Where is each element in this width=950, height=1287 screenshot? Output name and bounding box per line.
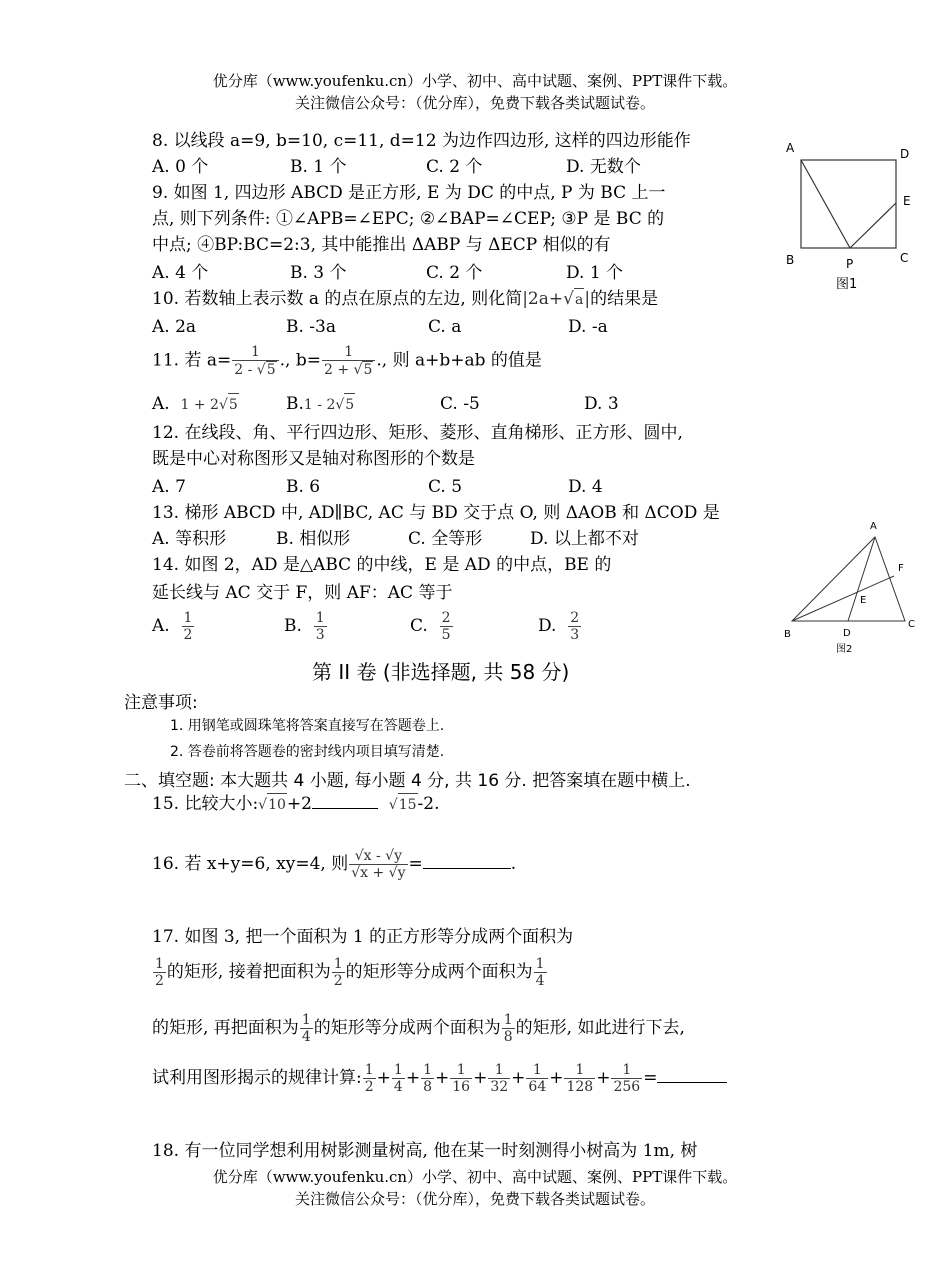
q17-plus-sign: +	[549, 1068, 564, 1088]
q9-option-c: C. 2 个	[426, 263, 483, 283]
q11-pre: 11. 若 a=	[152, 350, 232, 371]
fig2-label-a: A	[870, 521, 877, 532]
q12-option-a: A. 7	[152, 477, 186, 497]
q10-expr-radicand: a	[574, 288, 584, 311]
q17-sum-term: $\frac{1}{16}$	[452, 1062, 471, 1095]
fig1-caption: 图1	[836, 277, 858, 292]
fig2-line-bf	[792, 576, 894, 621]
q8-option-a: A. 0 个	[152, 157, 209, 177]
q13-stem: 13. 梯形 ABCD 中, AD∥BC, AC 与 BD 交于点 O, 则 ΔAOB 和 ΔCOD 是	[152, 503, 720, 523]
q14-line-1: 14. 如图 2，AD 是△ABC 的中线，E 是 AD 的中点，BE 的	[152, 555, 612, 575]
q17-sum-term: $\frac{1}{256}$	[613, 1062, 641, 1095]
q13-option-b: B. 相似形	[276, 529, 351, 549]
q10-option-d: D. -a	[568, 317, 608, 337]
q16-fraction: $\frac{√x - √y}{√x + √y}$	[351, 848, 406, 881]
footer-line-2: 关注微信公众号：（优分库），免费下载各类试题试卷。	[294, 1190, 655, 1208]
q14-option-a: A. $\frac{1}{2}$	[152, 610, 193, 643]
fig2-label-e: E	[860, 595, 867, 606]
fig2-caption: 图2	[836, 644, 853, 655]
q17-plus-sign: +	[473, 1068, 488, 1088]
q16-answer-blank[interactable]	[423, 852, 511, 869]
q11-option-a: A. 1 + 2√5	[152, 394, 238, 414]
q8-stem: 8. 以线段 a=9, b=10, c=11, d=12 为边作四边形, 这样的四边形能作	[152, 131, 691, 151]
q14-option-c: C. $\frac{2}{5}$	[410, 610, 451, 643]
q10-stem-pre: 10. 若数轴上表示数 a 的点在原点的左边, 则化简	[152, 289, 523, 309]
q14-line-2: 延长线与 AC 交于 F，则 AF：AC 等于	[152, 583, 453, 603]
q17-plus-sign: +	[405, 1068, 421, 1088]
q17-sum-term: $\frac{1}{8}$	[423, 1062, 432, 1095]
q11-post: ., 则 a+b+ab 的值是	[376, 350, 542, 371]
q17-sum-term: $\frac{1}{128}$	[566, 1062, 594, 1095]
q9-option-d: D. 1 个	[566, 263, 624, 283]
q8-option-b: B. 1 个	[290, 157, 347, 177]
fig1-label-c: C	[900, 251, 909, 265]
q9-option-a: A. 4 个	[152, 263, 209, 283]
q14-option-b: B. $\frac{1}{3}$	[284, 610, 325, 643]
q11-option-c: C. -5	[440, 394, 480, 414]
fig1-label-p: P	[846, 257, 854, 271]
q17-plus-sign: +	[511, 1068, 526, 1088]
q17-sum-term: $\frac{1}{32}$	[490, 1062, 509, 1095]
q12-line-2: 既是中心对称图形又是轴对称图形的个数是	[152, 449, 475, 469]
q9-line-3: 中点; ④BP:BC=2:3, 其中能推出 ΔABP 与 ΔECP 相似的有	[152, 235, 611, 255]
header-line-2: 关注微信公众号：（优分库），免费下载各类试题试卷。	[294, 94, 655, 112]
q10-stem	[152, 288, 658, 311]
q15-answer-blank[interactable]	[312, 792, 378, 809]
q13-option-c: C. 全等形	[408, 529, 483, 549]
q11-fraction-b: $\frac{1}{2 + √5}$	[322, 344, 375, 378]
q17-sum-term: $\frac{1}{2}$	[364, 1062, 374, 1095]
q10-option-c: C. a	[428, 317, 462, 337]
q16-stem: 16. 若 x+y=6, xy=4, 则 $\frac{√x - √y}{√x + √y}$ = .	[152, 848, 517, 881]
fig2-median-ad	[848, 537, 875, 621]
q17-line-1: 17. 如图 3, 把一个面积为 1 的正方形等分成两个面积为	[152, 927, 574, 947]
q12-option-c: C. 5	[428, 477, 463, 497]
note-1: 1. 用钢笔或圆珠笔将答案直接写在答题卷上.	[170, 718, 445, 734]
q13-option-d: D. 以上都不对	[530, 529, 639, 549]
q17-sum-term: $\frac{1}{4}$	[393, 1062, 403, 1095]
q17-plus-sign: +	[435, 1068, 450, 1088]
q17-answer-blank[interactable]	[657, 1066, 727, 1083]
q11-mid: ., b=	[279, 350, 321, 371]
q17-line-2: $\frac{1}{2}$ 的矩形, 接着把面积为 $\frac{1}{2}$ 的矩形等分成两个面积为 $\frac{1}{4}$	[155, 956, 545, 989]
q17-line-4: 试利用图形揭示的规律计算: $\frac{1}{2}$ + $\frac{1}{4}$ + $\frac{1}{8}$ + $\frac{1}{16}$ + $\frac{1}{32}$ + $\frac{1}{64}$ + $\frac{1}{128}$ + $\frac{1}{256}$ =	[152, 1062, 727, 1095]
fig2-label-d: D	[843, 628, 851, 639]
q10-stem-post: 的结果是	[590, 289, 659, 309]
q11-option-d: D. 3	[584, 394, 619, 414]
fig2-label-b: B	[784, 629, 791, 640]
footer-line-1: 优分库（www.youfenku.cn）小学、初中、高中试题、案例、PPT课件下载。	[212, 1168, 738, 1186]
q10-expr-post: |	[584, 289, 591, 309]
q11-option-b: B.1 - 2√5	[286, 394, 355, 414]
q9-line-1: 9. 如图 1, 四边形 ABCD 是正方形, E 为 DC 的中点, P 为 BC 上一	[152, 183, 666, 203]
q11-stem	[152, 344, 542, 378]
q12-option-b: B. 6	[286, 477, 321, 497]
q8-option-c: C. 2 个	[426, 157, 483, 177]
header-line-1: 优分库（www.youfenku.cn）小学、初中、高中试题、案例、PPT课件下载。	[212, 72, 738, 90]
q17-plus-sign: +	[596, 1068, 611, 1088]
figure-1	[770, 130, 930, 330]
q9-option-b: B. 3 个	[290, 263, 347, 283]
q12-line-1: 12. 在线段、角、平行四边形、矩形、菱形、直角梯形、正方形、圆中,	[152, 423, 683, 443]
q14-option-d: D. $\frac{2}{3}$	[538, 610, 580, 643]
q13-option-a: A. 等积形	[152, 529, 227, 549]
q10-option-a: A. 2a	[152, 317, 197, 337]
q9-line-2: 点, 则下列条件: ①∠APB=∠EPC; ②∠BAP=∠CEP; ③P 是 BC 的	[152, 209, 665, 229]
fig2-label-c: C	[908, 619, 915, 630]
q18-line-1: 18. 有一位同学想利用树影测量树高, 他在某一时刻测得小树高为 1m, 树	[152, 1141, 698, 1161]
fig2-label-f: F	[898, 563, 904, 574]
fig1-label-b: B	[786, 253, 795, 267]
fig1-line-pe	[850, 203, 896, 248]
q12-option-d: D. 4	[568, 477, 603, 497]
fig1-label-a: A	[786, 141, 795, 155]
q17-sum-term: $\frac{1}{64}$	[528, 1062, 547, 1095]
q11-fraction-a: $\frac{1}{2 - √5}$	[232, 344, 278, 378]
fig1-label-e: E	[903, 194, 911, 208]
figure-2	[770, 515, 930, 665]
notes-title: 注意事项:	[124, 693, 198, 713]
note-2: 2. 答卷前将答题卷的密封线内项目填写清楚.	[170, 744, 445, 760]
q17-line-3: 的矩形, 再把面积为 $\frac{1}{4}$ 的矩形等分成两个面积为 $\frac{1}{8}$ 的矩形, 如此进行下去,	[152, 1012, 685, 1045]
fill-in-title: 二、填空题: 本大题共 4 小题, 每小题 4 分, 共 16 分. 把答案填在题中横上.	[124, 771, 691, 791]
q8-option-d: D. 无数个	[566, 157, 641, 177]
fig1-square	[801, 160, 896, 248]
q10-expr-pre: |2a+	[522, 289, 564, 309]
section2-title: 第 II 卷 (非选择题, 共 58 分)	[312, 660, 570, 684]
q15-stem: 15. 比较大小:√10+2 √15-2.	[152, 794, 440, 814]
fig1-label-d: D	[900, 147, 910, 161]
q10-expression: |2a+√a|	[522, 289, 591, 309]
q10-option-b: B. -3a	[286, 317, 336, 337]
q17-plus-sign: +	[376, 1068, 391, 1088]
fig1-line-ap	[801, 160, 850, 248]
